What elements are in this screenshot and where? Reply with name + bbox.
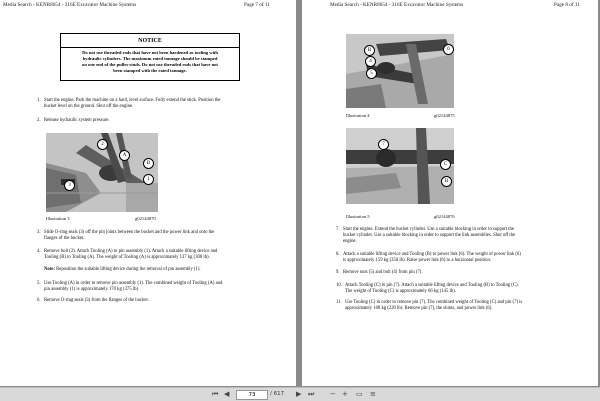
notice-box: [60, 33, 240, 81]
page-header-number: Page 7 of 11: [244, 2, 270, 8]
step-number: 8.: [336, 252, 340, 257]
callout-c: C: [440, 159, 451, 170]
step-number: 1.: [37, 98, 41, 103]
left-document-page: [0, 0, 296, 386]
step-text: Use Tooling (A) in order to remove pin assembly (1). The combined weight of Tooling (A) and pin assembly (1) is approximately 170 kg (375 lb).: [44, 281, 223, 293]
step-text: Attach a suitable lifting device and Tooling (B) to power link (6). The weight of power link (6) is approximately 159 kg (350 lb). Raise power link (6) to a horizontal position.: [343, 252, 521, 264]
step-text: Remove nuts (5) and bolt (4) from pin (7).: [343, 270, 423, 275]
notice-line: been stamped with the rated tonnage.: [113, 68, 187, 73]
step-text: Use Tooling (C) in order to remove pin (7). The combined weight of Tooling (C) and pin (7) is approximately 100 kg (220 lb). Remove pin (7), the shims, and power link (6).: [345, 300, 523, 312]
callout-7: 7: [378, 139, 389, 150]
step-text: Start the engine. Extend the bucket cylinder. Use a suitable blocking in order to support the bucket cylinder. Use a suitable blocking in order to support the link assemblies. Shut off the engine.: [343, 227, 516, 245]
step-text: Remove bolt (2). Attach Tooling (A) to pin assembly (1). Attach a suitable lifting device and Tooling (B) to Tooling (A). The weight of Tooling (A) is approximately 137 kg (300 lb).: [44, 249, 218, 261]
page-number-input[interactable]: 73: [236, 390, 268, 400]
right-document-page: [302, 0, 598, 386]
callout-4: 4: [365, 56, 376, 67]
callout-5: 5: [366, 68, 377, 79]
page-header-title: Media Search - KENR8654 - 316E Excavator Machine Systems: [330, 2, 464, 8]
page-header-number: Page 8 of 11: [554, 2, 580, 8]
illustration-caption: Illustration 4: [346, 113, 370, 118]
notice-line: Do not use threaded rods that have not been hardened as tooling with: [82, 50, 218, 55]
callout-a: A: [119, 150, 130, 161]
step-number: 6.: [37, 298, 41, 303]
step-text: Attach Tooling (C) to pin (7). Attach a suitable lifting device and Tooling (B) to Tooling (C). The weight of Tooling (C) is approximately 66 kg (145 lb).: [345, 283, 519, 295]
step-number: 2.: [37, 118, 41, 123]
prev-page-icon[interactable]: ◀: [224, 390, 230, 398]
illustration-id: g02144870: [135, 216, 156, 221]
callout-6: 6: [443, 44, 454, 55]
menu-icon[interactable]: ≡: [370, 390, 376, 398]
viewer-toolbar: [0, 387, 600, 401]
callout-2: 2: [97, 139, 108, 150]
callout-b: B: [143, 158, 154, 169]
step-text: Remove O-ring seals (3) from the flanges of the bucket.: [44, 298, 149, 303]
note-label: Note:: [44, 267, 55, 272]
fit-page-icon[interactable]: ▭: [356, 390, 363, 398]
step-text: Release hydraulic system pressure.: [44, 118, 110, 123]
notice-line: on one end of the puller studs. Do not use threaded rods that have not: [82, 62, 218, 67]
step-number: 5.: [37, 281, 41, 286]
notice-line: hydraulic cylinders. The maximum rated tonnage should be stamped: [82, 56, 218, 61]
step-number: 7.: [336, 227, 340, 232]
illustration-5-image: [346, 128, 454, 204]
step-number: 9.: [336, 270, 340, 275]
step-number: 11.: [336, 300, 342, 305]
illustration-id: g02144875: [434, 113, 455, 118]
step-number: 10.: [336, 283, 342, 288]
zoom-in-icon[interactable]: +: [342, 390, 348, 398]
callout-b: B: [441, 176, 452, 187]
next-page-icon[interactable]: ▶: [296, 390, 302, 398]
step-number: 4.: [37, 249, 41, 254]
callout-3: 3: [64, 180, 75, 191]
first-page-icon[interactable]: ⏮: [212, 390, 219, 398]
step-number: 3.: [37, 230, 41, 235]
note-text: Reposition the suitable lifting device during the removal of pin assembly (1).: [56, 267, 201, 272]
notice-title: NOTICE: [138, 38, 162, 44]
note: [44, 267, 279, 273]
zoom-out-icon[interactable]: −: [330, 390, 336, 398]
illustration-caption: Illustration 3: [46, 216, 70, 221]
illustration-4-image: [346, 34, 454, 108]
illustration-id: g02144876: [434, 214, 455, 219]
step-text: Start the engine. Park the machine on a hard, level surface. Fully extend the stick. Position the bucket level on the ground. Shut off the engine.: [44, 98, 221, 110]
page-header-title: Media Search - KENR8654 - 316E Excavator Machine Systems: [3, 2, 137, 8]
callout-b: B: [364, 45, 375, 56]
page-total: / 617: [270, 391, 285, 397]
last-page-icon[interactable]: ⏭: [308, 390, 315, 398]
illustration-caption: Illustration 5: [346, 214, 370, 219]
step-text: Slide O-ring seals (3) off the pin joints between the bucket and the power link and onto the flanges of the bucket.: [44, 230, 215, 242]
notice-body: [61, 50, 239, 74]
callout-1: 1: [143, 174, 154, 185]
